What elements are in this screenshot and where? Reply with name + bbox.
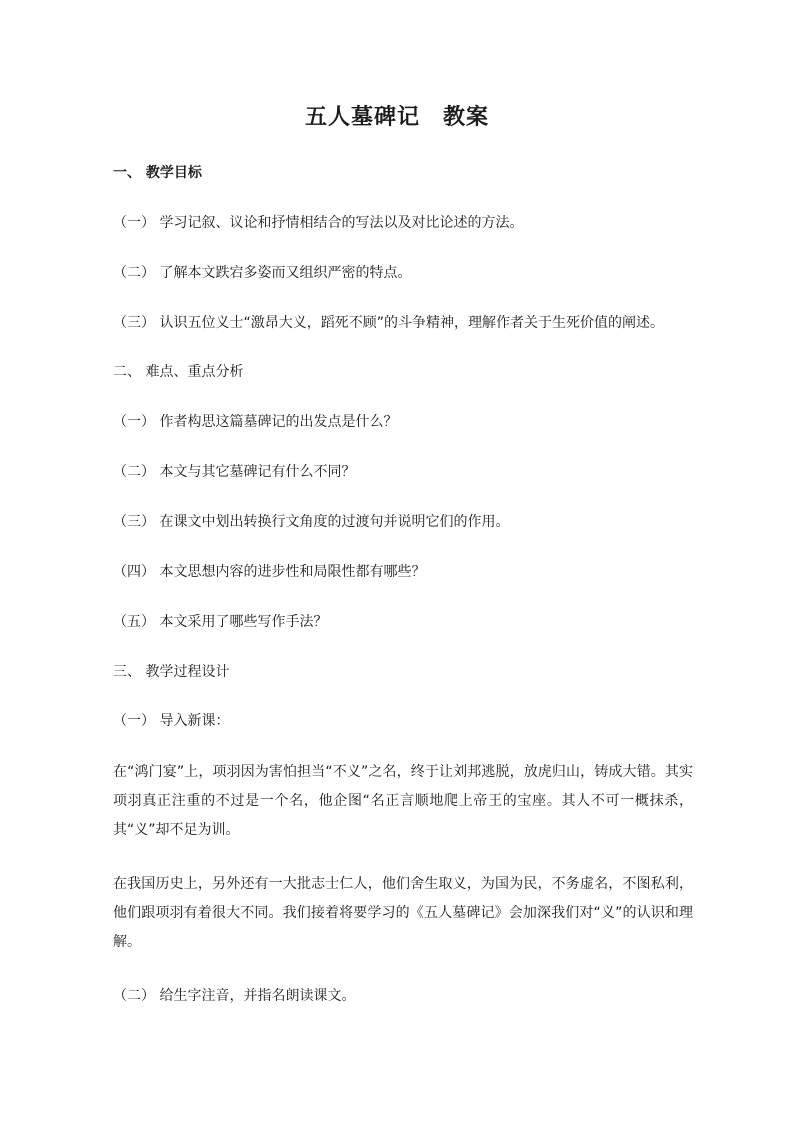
document-title: 五人墓碑记 教案 [304, 104, 489, 130]
section-heading-teaching-goals: 一、 教学目标 [113, 165, 202, 181]
list-item: （二） 本文与其它墓碑记有什么不同？ [113, 464, 356, 480]
list-item: （四） 本文思想内容的进步性和局限性都有哪些？ [113, 564, 426, 580]
paragraph-righteous-people: 在我国历史上，另外还有一大批志士仁人，他们舍生取义，为国为民，不务虚名，不图私利，他们跟项羽有着很大不同。我们接着将要学习的《五人墓碑记》会加深我们对“义”的认识和理解。 [113, 876, 693, 950]
section-heading-teaching-process: 三、 教学过程设计 [113, 664, 230, 680]
list-item: （五） 本文采用了哪些写作手法？ [113, 614, 328, 630]
list-item: （一） 学习记叙、议论和抒情相结合的写法以及对比论述的方法。 [113, 215, 524, 231]
list-item: （三） 在课文中划出转换行文角度的过渡句并说明它们的作用。 [113, 514, 510, 530]
paragraph-hongmen-banquet: 在“鸿门宴”上，项羽因为害怕担当“不义”之名，终于让刘邦逃脱，放虎归山，铸成大错。其实项羽真正注重的不过是一个名，他企图“名正言顺地爬上帝王的宝座。其人不可一概抹杀，其“义”却不足为训。 [113, 764, 693, 838]
list-item: （三） 认识五位义士“激昂大义，蹈死不顾”的斗争精神，理解作者关于生死价值的阐述。 [113, 315, 664, 331]
subheading-introduction: （一） 导入新课： [113, 713, 230, 729]
subheading-pronunciation: （二） 给生字注音，并指名朗读课文。 [113, 988, 356, 1004]
section-heading-key-points: 二、 难点、重点分析 [113, 364, 244, 380]
list-item: （一） 作者构思这篇墓碑记的出发点是什么？ [113, 414, 398, 430]
list-item: （二） 了解本文跌宕多姿而又组织严密的特点。 [113, 265, 412, 281]
